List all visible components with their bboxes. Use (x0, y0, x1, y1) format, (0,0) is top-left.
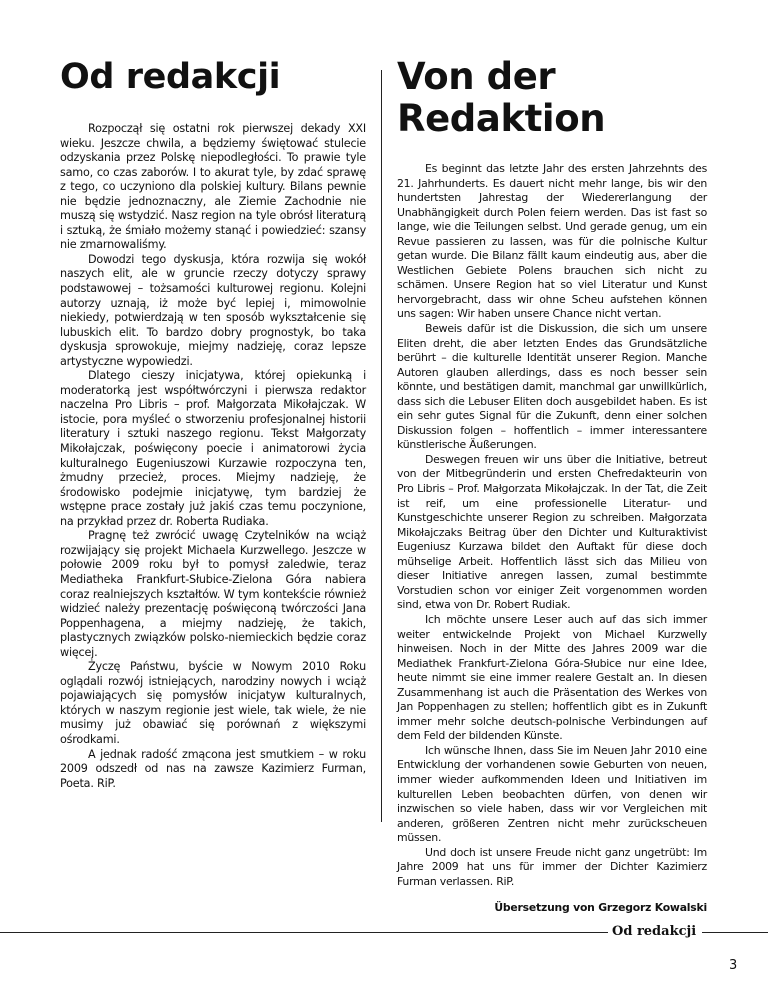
page-number: 3 (729, 958, 738, 973)
german-paragraph-1: Es beginnt das letzte Jahr des ersten Jahrzehnts des 21. Jahrhunderts. Es dauert nicht mehr lange, bis wir den hundertsten Jahrestag der Wiedererlangung der Unabhängigkeit durch Polen feiern werden. Das ist fast so lange, wie die Teilungen selbst. Und gerade genug, um ein Revue passieren zu lassen, was für die polnische Kultur getan wurde. Die Bilanz fällt kaum eindeutig aus, aber die Westlichen Gebiete Polens brauchen sich nicht zu schämen. Unsere Region hat so viel Literatur und Kunst hervorgebracht, dass wir ohne Scheu aufstehen können uns sagen: Wir haben unsere Chance nicht vertan. (397, 162, 707, 321)
polish-paragraph-6: A jednak radość zmącona jest smutkiem – w roku 2009 odszedł od nas na zawsze Kazimierz Furman, Poeta. RiP. (60, 747, 366, 790)
german-body (397, 162, 707, 889)
polish-column (60, 56, 366, 791)
column-divider (381, 70, 382, 822)
footer-rule-left (0, 932, 608, 933)
german-paragraph-3: Deswegen freuen wir uns über die Initiative, betreut von der Mitbegründerin und ersten Chefredakteurin von Pro Libris – Prof. Małgorzata Mikołajczak. In der Tat, die Zeit ist reif, um eine professionelle Literatur- und Kunstgeschichte unserer Region zu schreiben. Małgorzata Mikołajczaks Beitrag über den Dichter und Kulturaktivist Eugeniusz Kurzawa bildet den Auftakt für diese doch mühselige Arbeit. Hoffentlich lässt sich das Milieu von dieser Initiative anregen lassen, zumal bestimmte Vorstudien schon vor einiger Zeit vorgenommen worden sind, etwa von Dr. Robert Rudiak. (397, 452, 707, 612)
german-paragraph-4: Ich möchte unsere Leser auch auf das sich immer weiter entwickelnde Projekt von Michael Kurzwelly hinweisen. Noch in der Mitte des Jahres 2009 war die Mediathek Frankfurt-Zielona Góra-Słubice nur eine Idee, heute nimmt sie eine immer realere Gestalt an. In diesen Zusammenhang ist auch die Präsentation des Werkes von Jan Poppenhagen zu stellen; hoffentlich gibt es in Zukunft immer mehr solche deutsch-polnische Verbindungen auf dem Feld der bildenden Künste. (397, 612, 707, 743)
german-paragraph-6: Und doch ist unsere Freude nicht ganz ungetrübt: Im Jahre 2009 hat uns für immer der Dichter Kazimierz Furman verlassen. RiP. (397, 845, 707, 888)
footer-section-label: Od redakcji (612, 924, 697, 939)
polish-body (60, 122, 366, 791)
polish-paragraph-2: Dowodzi tego dyskusja, która rozwija się wokół naszych elit, ale w gruncie rzeczy dotyczy sprawy podstawowej – tożsamości kulturowej regionu. Kolejni autorzy uznają, iż może być lepiej i, mimowolnie niekiedy, potwierdzają w ten sposób wykształcenie się lubuskich elit. To bardzo dobry prognostyk, bo taka dyskusja sprowokuje, miejmy nadzieję, coraz lepsze artystyczne wypowiedzi. (60, 252, 366, 368)
german-paragraph-2: Beweis dafür ist die Diskussion, die sich um unsere Eliten dreht, die aber letzten Endes das Grundsätzliche berührt – die kulturelle Identität unserer Region. Manche Autoren glauben allerdings, dass es noch besser sein könnte, und bestätigen damit, manchmal gar unwillkürlich, dass sich die Lebuser Eliten doch ausgebildet haben. Es ist ein sehr gutes Signal für die Zukunft, denn einer solchen Diskussion folgen – hoffentlich – immer interessantere künstlerische Äußerungen. (397, 322, 707, 452)
polish-paragraph-4: Pragnę też zwrócić uwagę Czytelników na wciąż rozwijający się projekt Michaela Kurzwellego. Jeszcze w połowie 2009 roku był to pomysł zaledwie, teraz Mediatheka Frankfurt-Słubice-Zielona Góra nabiera coraz realniejszych kształtów. W tym kontekście również widzieć należy prezentację poświęconą twórczości Jana Poppenhagena, a miejmy nadzieję, że takich, plastycznych związków polsko-niemieckich będzie coraz więcej. (60, 529, 366, 659)
translation-credit: Übersetzung von Grzegorz Kowalski (494, 901, 707, 915)
german-paragraph-5: Ich wünsche Ihnen, dass Sie im Neuen Jahr 2010 eine Entwicklung der vorhandenen sowie Geburten von neuen, immer wieder aufkommenden Ideen und Initiativen im kulturellen Leben beobachten dürfen, von denen wir inzwischen so viele haben, dass wir vor Vergleichen mit anderen, größeren Zentren nicht mehr zurückscheuen müssen. (397, 743, 707, 845)
polish-paragraph-3: Dlatego cieszy inicjatywa, której opiekunką i moderatorką jest współtwórczyni i pierwsza redaktor naczelna Pro Libris – prof. Małgorzata Mikołajczak. W istocie, pora myśleć o stworzeniu profesjonalnej historii literatury i sztuki naszego regionu. Tekst Małgorzaty Mikołajczak, poświęcony poecie i animatorowi życia kulturalnego Eugeniuszowi Kurzawie rozpoczyna ten, żmudny przecież, proces. Miejmy nadzieję, że środowisko podejmie inicjatywę, tym bardziej że wstępne prace zostały już jakiś czas temu poczynione, na przykład przez dr. Roberta Rudiaka. (60, 369, 366, 528)
polish-heading: Od redakcji (60, 57, 281, 97)
footer-rule-right (702, 932, 768, 933)
polish-paragraph-1: Rozpoczął się ostatni rok pierwszej dekady XXI wieku. Jeszcze chwila, a będziemy świętować stulecie odzyskania przez Polskę niepodległości. To prawie tyle samo, co czas zaborów. I to akurat tyle, by zdać sprawę z tego, co uczyniono dla polskiej kultury. Bilans pewnie nie będzie jednoznaczny, ale Ziemie Zachodnie nie muszą się wstydzić. Nasz region na tyle obrósł literaturą i sztuką, że śmiało możemy stanąć i powiedzieć: szansy nie zmarnowaliśmy. (60, 122, 366, 252)
polish-paragraph-5: Życzę Państwu, byście w Nowym 2010 Roku oglądali rozwój istniejących, narodziny nowych i wciąż pojawiających się pomysłów inicjatyw kulturalnych, których w naszym regionie jest wiele, tak wiele, że nie musimy już obawiać się porównań z większymi ośrodkami. (60, 660, 366, 746)
german-column (397, 56, 707, 914)
german-heading: Von der Redaktion (397, 55, 606, 140)
